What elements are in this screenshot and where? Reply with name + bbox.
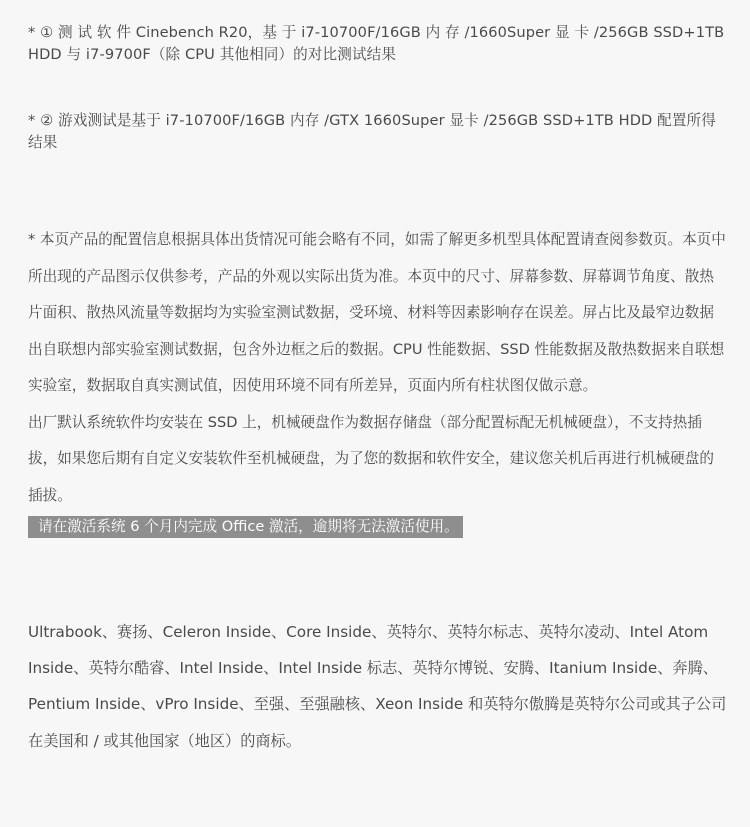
disclaimer-paragraph-config: * 本页产品的配置信息根据具体出货情况可能会略有不同，如需了解更多机型具体配置请查阅参数页。本页中所出现的产品图示仅供参考，产品的外观以实际出货为准。本页中的尺寸、屏幕参数、屏幕调节角度、散热片面积、散热风流量等数据均为实验室测试数据，受环境、材料等因素影响存在误差。屏占比及最窄边数据出自联想内部实验室测试数据，包含外边框之后的数据。CPU 性能数据、SSD 性能数据及散热数据来自联想实验室，数据取自真实测试值，因使用环境不同有所差异，页面内所有柱状图仅做示意。 [28, 231, 726, 394]
footnote-gaming-test: * ② 游戏测试是基于 i7-10700F/16GB 内存 /GTX 1660Super 显卡 /256GB SSD+1TB HDD 配置所得结果 [28, 112, 716, 151]
trademark-text: Ultrabook、赛扬、Celeron Inside、Core Inside、英特尔、英特尔标志、英特尔凌动、Intel Atom Inside、英特尔酷睿、Intel Inside、Intel Inside 标志、英特尔博锐、安腾、Itanium Inside、奔腾、Pentium Inside、vPro Inside、至强、至强融核、Xeon Inside 和英特尔傲腾是英特尔公司或其子公司在美国和 / 或其他国家（地区）的商标。 [28, 623, 727, 750]
configuration-disclaimer [28, 222, 728, 538]
disclaimer-paragraph-storage: 出厂默认系统软件均安装在 SSD 上，机械硬盘作为数据存储盘（部分配置标配无机械硬盘），不支持热插拔，如果您后期有自定义安装软件至机械硬盘，为了您的数据和软件安全，建议您关机后再进行机械硬盘的插拔。 [28, 413, 714, 504]
office-activation-notice: 请在激活系统 6 个月内完成 Office 激活，逾期将无法激活使用。 [28, 516, 463, 538]
trademark-notice [28, 614, 728, 759]
office-activation-row [28, 516, 728, 538]
footnote-cinebench: * ① 测 试 软 件 Cinebench R20，基 于 i7-10700F/16GB 内 存 /1660Super 显 卡 /256GB SSD+1TB HDD 与 i7-9700F（除 CPU 其他相同）的对比测试结果 [28, 24, 725, 63]
